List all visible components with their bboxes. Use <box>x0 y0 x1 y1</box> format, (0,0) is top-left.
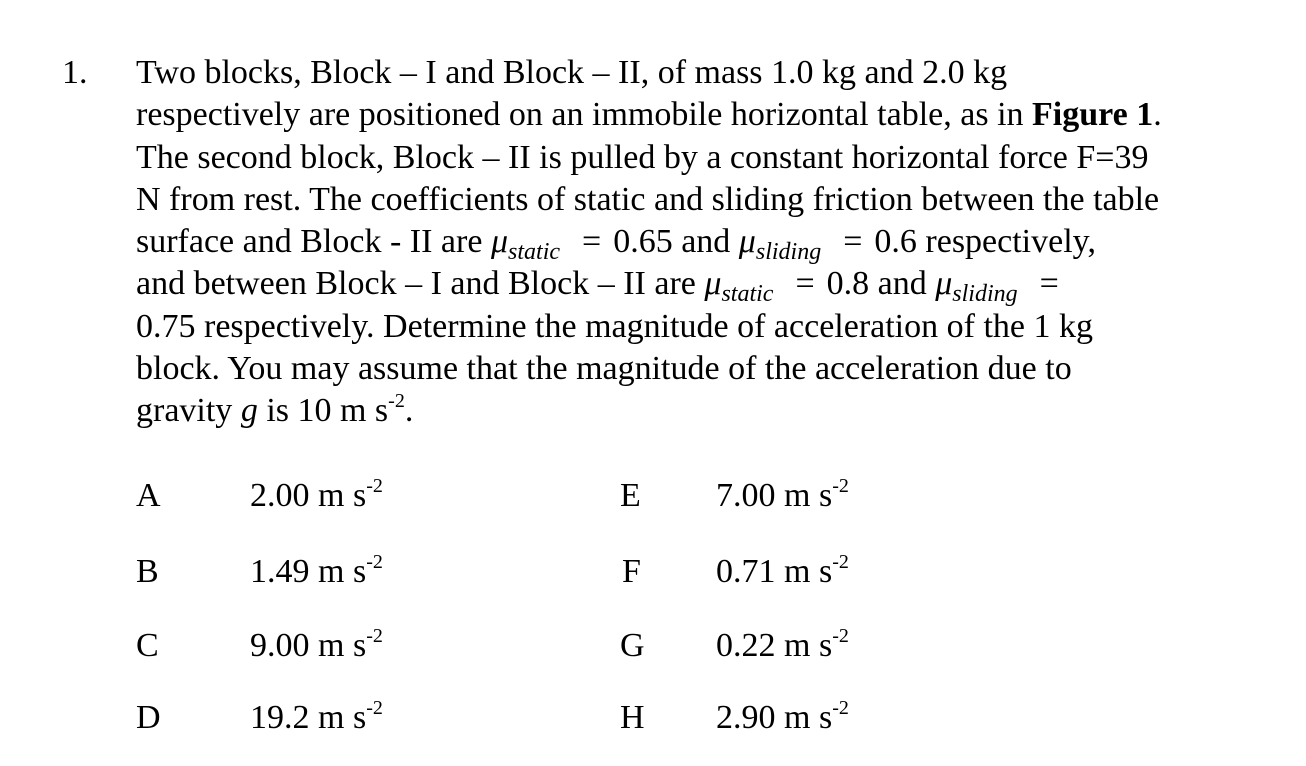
gravity-symbol: g <box>240 392 258 430</box>
gravity-value: is 10 m s <box>257 392 389 430</box>
option-a-letter[interactable]: A <box>136 477 161 514</box>
option-a-exponent: -2 <box>366 475 383 497</box>
question-line-2 <box>136 94 1162 136</box>
option-b-value[interactable] <box>250 552 383 592</box>
mu-static-symbol: μ <box>704 265 722 303</box>
option-h-value[interactable] <box>716 698 849 738</box>
equals-sign: = <box>582 223 602 261</box>
figure-reference: Figure 1 <box>1032 96 1154 134</box>
question-line-5 <box>136 221 1162 266</box>
option-f-value[interactable] <box>716 552 849 592</box>
option-h-text: 2.90 m s <box>716 699 833 736</box>
option-c-text: 9.00 m s <box>250 627 367 664</box>
option-d-value[interactable] <box>250 698 383 738</box>
mu-static-symbol: μ <box>490 223 509 261</box>
question-line-7: 0.75 respectively. Determine the magnitude of acceleration of the 1 kg <box>136 307 1093 345</box>
mu-sliding-value: 0.6 respectively, <box>874 223 1096 261</box>
option-a-value[interactable] <box>250 476 383 516</box>
mu-static-value: 0.65 and <box>613 223 739 261</box>
equals-sign: = <box>1039 265 1059 303</box>
question-line-8: block. You may assume that the magnitude of the acceleration due to <box>136 350 1072 388</box>
gravity-exponent: -2 <box>388 390 405 413</box>
option-g-value[interactable] <box>716 626 849 666</box>
option-b-text: 1.49 m s <box>250 553 367 590</box>
line-2-text: respectively are positioned on an immobile horizontal table, as in <box>136 96 1033 134</box>
option-c-exponent: -2 <box>366 625 383 647</box>
question-line-3: The second block, Block – II is pulled by a constant horizontal force F=39 <box>136 138 1149 176</box>
line-5-text: surface and Block - II are <box>136 223 491 261</box>
option-f-text: 0.71 m s <box>716 553 833 590</box>
option-d-letter[interactable]: D <box>136 699 161 736</box>
option-g-exponent: -2 <box>832 625 849 647</box>
question-line-9 <box>136 390 1162 432</box>
option-g-letter[interactable]: G <box>620 627 645 664</box>
mu-static-subscript: static <box>721 281 774 308</box>
option-f-exponent: -2 <box>832 551 849 573</box>
option-a-text: 2.00 m s <box>250 477 367 514</box>
option-f-letter[interactable]: F <box>622 553 641 590</box>
question-number: 1. <box>62 54 88 91</box>
question-line-4: N from rest. The coefficients of static and sliding friction between the table <box>136 180 1160 218</box>
mu-sliding-symbol: μ <box>935 265 953 303</box>
line-9-end: . <box>404 392 414 430</box>
option-d-text: 19.2 m s <box>250 699 367 736</box>
line-2-end: . <box>1153 96 1162 134</box>
option-h-exponent: -2 <box>832 697 849 719</box>
mu-sliding-subscript: sliding <box>755 239 822 266</box>
option-e-value[interactable] <box>716 476 849 516</box>
question-line-6 <box>136 263 1162 308</box>
option-e-text: 7.00 m s <box>716 477 833 514</box>
option-e-exponent: -2 <box>832 475 849 497</box>
mu-sliding-subscript: sliding <box>952 281 1018 308</box>
option-c-value[interactable] <box>250 626 383 666</box>
option-b-letter[interactable]: B <box>136 553 159 590</box>
option-b-exponent: -2 <box>366 551 383 573</box>
line-6-text: and between Block – I and Block – II are <box>136 265 705 303</box>
equals-sign: = <box>795 265 815 303</box>
mu-static-subscript: static <box>508 239 561 266</box>
option-e-letter[interactable]: E <box>620 477 641 514</box>
option-c-letter[interactable]: C <box>136 627 159 664</box>
line-9-text: gravity <box>136 392 241 430</box>
question-text <box>136 52 1162 433</box>
mu-sliding-symbol: μ <box>738 223 756 261</box>
option-h-letter[interactable]: H <box>620 699 645 736</box>
mu-static-value: 0.8 and <box>826 265 936 303</box>
option-d-exponent: -2 <box>366 697 383 719</box>
question-line-1: Two blocks, Block – I and Block – II, of mass 1.0 kg and 2.0 kg <box>136 54 1008 91</box>
option-g-text: 0.22 m s <box>716 627 833 664</box>
equals-sign: = <box>843 223 863 261</box>
